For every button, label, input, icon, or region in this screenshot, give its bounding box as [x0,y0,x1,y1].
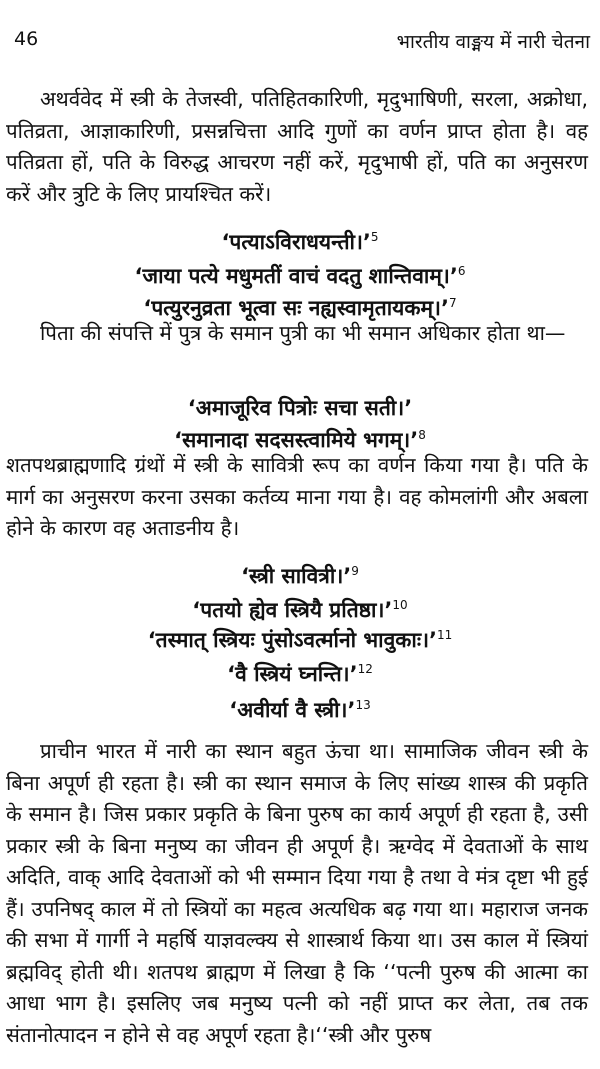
verse-13: ‘अवीर्या वै स्त्री।’$^{13}$ [229,698,371,722]
verse-6: ‘जाया पत्ये मधुमतीं वाचं वदतु शान्तिवाम्।’$^6$ [134,264,466,288]
page-number: 46 [14,28,39,50]
verse-11: ‘तस्मात् स्त्रियः पुंसोऽवर्त्मानो भावुकाः।’$^{11}$ [147,628,453,652]
verse-5: ‘पत्याऽविराधयन्ती।’$^5$ [221,230,379,254]
running-title: भारतीय वाङ्मय में नारी चेतना [396,31,590,53]
paragraph-4: प्राचीन भारत में नारी का स्थान बहुत ऊंचा था। सामाजिक जीवन स्त्री के बिना अपूर्ण ही रहता है। स्त्री का स्थान समाज के लिए सांख्य शास्त्र की प्रकृति के समान है। जिस प्रकार प्रकृति के बिना पुरुष का कार्य अपूर्ण ही रहता है, उसी प्रकार स्त्री के बिना मनुष्य का जीवन ही अपूर्ण है। ऋग्वेद में देवताओं के साथ अदिति, वाक् आदि देवताओं को भी सम्मान दिया गया है तथा वे मंत्र दृष्टा भी हुई हैं। उपनिषद् काल में तो स्त्रियों का महत्व अत्यधिक बढ़ गया था। महाराज जनक की सभा में गार्गी ने महर्षि याज्ञवल्क्य से शास्त्रार्थ किया था। उस काल में स्त्रियां ब्रह्मविद् होती थी। शतपथ ब्राह्मण में लिखा है कि ‘‘पत्नी पुरुष की आत्मा का आधा भाग है। इसलिए जब मनुष्य पत्नी को नहीं प्राप्त कर लेता, तब तक संतानोत्पादन न होने से वह अपूर्ण रहता है।‘‘स्त्री और पुरुष [6,739,588,1047]
verse-8a: ‘अमाजूरिव पित्रोः सचा सती।’ [187,396,413,420]
paragraph-1: अथर्ववेद में स्त्री के तेजस्वी, पतिहितकारिणी, मृदुभाषिणी, सरला, अक्रोधा, पतिव्रता, आज्ञाकारिणी, प्रसन्नचित्ता आदि गुणों का वर्णन प्राप्त होता है। वह पतिव्रता हों, पति के विरुद्ध आचरण नहीं करें, मृदुभाषी हों, पति का अनुसरण करें और त्रुटि के लिए प्रायश्चित करें। [6,87,588,206]
page-header [0,28,600,58]
verse-12: ‘वै स्त्रियं घ्नन्ति।’$^{12}$ [227,662,373,686]
verse-8b: ‘समानादा सदसस्त्वामिये भगम्।’$^8$ [174,428,426,452]
verse-9: ‘स्त्री सावित्री।’$^9$ [241,564,359,588]
verse-7: ‘पत्युरनुव्रता भूत्वा सः नह्यस्वामृतायकम्।’$^7$ [143,296,457,320]
paragraph-2: पिता की संपत्ति में पुत्र के समान पुत्री का भी समान अधिकार होता था— [40,321,566,345]
paragraph-3: शतपथब्राह्मणादि ग्रंथों में स्त्री के सावित्री रूप का वर्णन किया गया है। पति के मार्ग का अनुसरण करना उसका कर्तव्य माना गया है। वह कोमलांगी और अबला होने के कारण वह अताडनीय है। [6,453,588,540]
verse-10: ‘पतयो ह्येव स्त्रियै प्रतिष्ठा।’$^{10}$ [192,598,408,622]
